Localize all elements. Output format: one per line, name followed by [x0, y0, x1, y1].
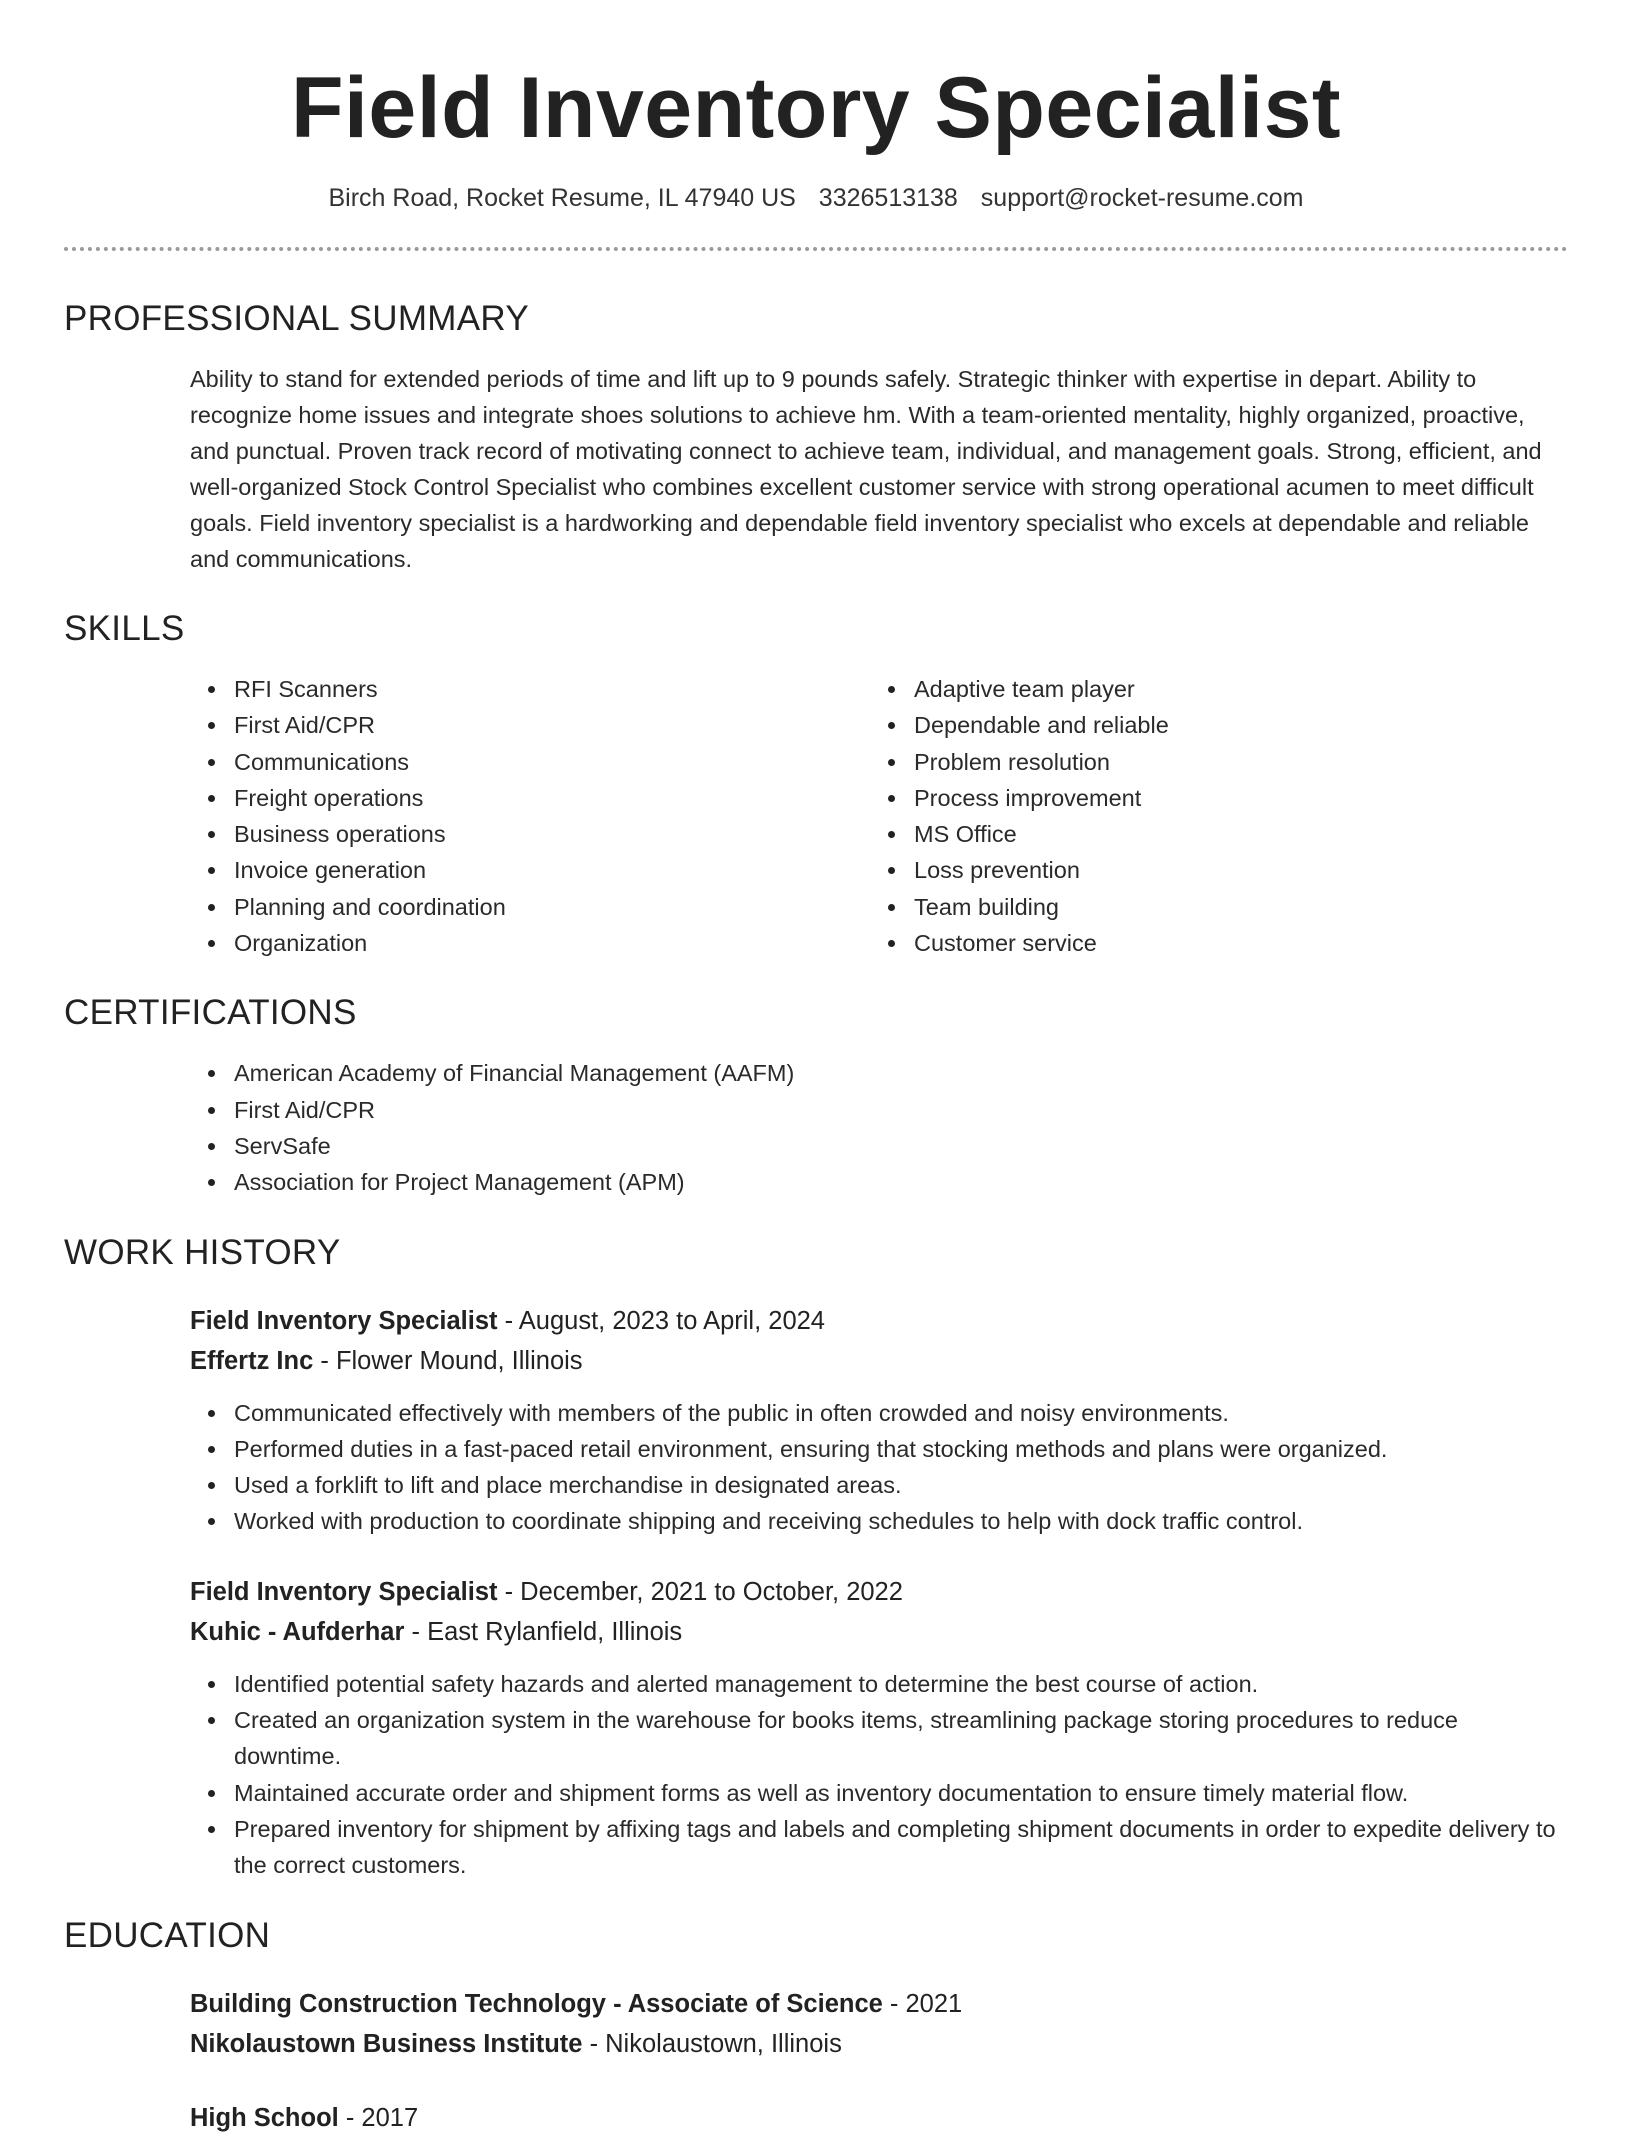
certification-item: American Academy of Financial Management (AAFM): [190, 1055, 1568, 1091]
contact-line: [64, 184, 1568, 213]
job-role-line: [190, 1301, 1568, 1341]
summary-text: Ability to stand for extended periods of time and lift up to 9 pounds safely. Strategic thinker with expertise in depart. Ability to recognize home issues and integrate shoes solutions to achieve hm. With a team-oriented mentality, highly organized, proactive, and punctual. Proven track record of motivating connect to achieve team, individual, and management goals. Strong, efficient, and well-organized Stock Control Specialist who combines excellent customer service with strong operational acumen to meet difficult goals. Field inventory specialist is a hardworking and dependable field inventory specialist who excels at dependable and reliable and communications.: [190, 366, 1542, 572]
job-dates: - December, 2021 to October, 2022: [497, 1577, 903, 1606]
header-divider: [64, 247, 1568, 251]
education-school-line: [190, 2024, 1568, 2064]
job-bullet: Used a forklift to lift and place merchandise in designated areas.: [190, 1467, 1568, 1503]
skill-item: RFI Scanners: [190, 671, 870, 707]
job-role: Field Inventory Specialist: [190, 1306, 498, 1335]
job-bullets: [190, 1666, 1568, 1884]
education-title: EDUCATION: [64, 1915, 271, 1955]
certifications-section: [64, 993, 1568, 1200]
certification-item: Association for Project Management (APM): [190, 1164, 1568, 1200]
skills-section: [64, 609, 1568, 961]
job-entry: [190, 1572, 1568, 1884]
skill-item: Loss prevention: [870, 852, 1550, 888]
skill-item: Customer service: [870, 925, 1550, 961]
education-year: - 2017: [338, 2103, 419, 2132]
skill-item: Problem resolution: [870, 744, 1550, 780]
job-bullet: Identified potential safety hazards and alerted management to determine the best course of action.: [190, 1666, 1568, 1702]
certification-item: First Aid/CPR: [190, 1092, 1568, 1128]
skill-item: Team building: [870, 889, 1550, 925]
skills-title: SKILLS: [64, 609, 185, 648]
job-role-line: [190, 1572, 1568, 1612]
work-history-section: [64, 1233, 1568, 1884]
candidate-name: Field Inventory Specialist: [290, 60, 1342, 156]
job-bullet: Created an organization system in the warehouse for books items, streamlining package storing procedures to reduce downtime.: [190, 1702, 1568, 1775]
job-company: Effertz Inc: [190, 1346, 314, 1375]
skill-item: Planning and coordination: [190, 889, 870, 925]
education-section: [64, 1916, 1568, 2138]
job-role: Field Inventory Specialist: [190, 1577, 498, 1606]
contact-phone: 3326513138: [818, 184, 958, 212]
education-entry: [190, 1984, 1568, 2064]
job-dates: - August, 2023 to April, 2024: [497, 1306, 825, 1335]
skill-item: Communications: [190, 744, 870, 780]
education-degree-line: [190, 2098, 1568, 2138]
education-school: Nikolaustown Business Institute: [190, 2029, 583, 2058]
job-bullet: Communicated effectively with members of the public in often crowded and noisy environments.: [190, 1395, 1568, 1431]
job-entry: [190, 1301, 1568, 1540]
skills-columns: [190, 671, 1568, 961]
job-company-line: [190, 1341, 1568, 1381]
skill-item: Adaptive team player: [870, 671, 1550, 707]
job-location: - Flower Mound, Illinois: [313, 1346, 583, 1375]
education-degree: High School: [190, 2103, 339, 2132]
skills-left-list: [190, 671, 870, 961]
certifications-title: CERTIFICATIONS: [64, 993, 357, 1033]
skill-item: Process improvement: [870, 780, 1550, 816]
certification-item: ServSafe: [190, 1128, 1568, 1164]
contact-email: support@rocket-resume.com: [980, 184, 1304, 212]
skill-item: Invoice generation: [190, 852, 870, 888]
summary-title: PROFESSIONAL SUMMARY: [64, 299, 529, 338]
skill-item: Business operations: [190, 816, 870, 852]
job-bullet: Prepared inventory for shipment by affixing tags and labels and completing shipment documents in order to expedite delivery to the correct customers.: [190, 1811, 1568, 1884]
job-bullet: Worked with production to coordinate shipping and receiving schedules to help with dock traffic control.: [190, 1503, 1568, 1539]
education-entry: [190, 2098, 1568, 2138]
work-history-title: WORK HISTORY: [64, 1232, 341, 1272]
education-year: - 2021: [882, 1989, 963, 2018]
job-bullet: Maintained accurate order and shipment forms as well as inventory documentation to ensure timely material flow.: [190, 1775, 1568, 1811]
education-degree: Building Construction Technology - Associate of Science: [190, 1989, 883, 2018]
contact-address: Birch Road, Rocket Resume, IL 47940 US: [328, 184, 796, 212]
job-company-line: [190, 1612, 1568, 1652]
skill-item: Freight operations: [190, 780, 870, 816]
job-bullets: [190, 1395, 1568, 1540]
summary-section: [64, 299, 1568, 577]
job-bullet: Performed duties in a fast-paced retail environment, ensuring that stocking methods and plans were organized.: [190, 1431, 1568, 1467]
certifications-list: [190, 1055, 1568, 1200]
skill-item: MS Office: [870, 816, 1550, 852]
education-location: - Nikolaustown, Illinois: [582, 2029, 842, 2058]
education-degree-line: [190, 1984, 1568, 2024]
skill-item: First Aid/CPR: [190, 707, 870, 743]
skill-item: Organization: [190, 925, 870, 961]
job-company: Kuhic - Aufderhar: [190, 1617, 405, 1646]
skills-right-list: [870, 671, 1550, 961]
skill-item: Dependable and reliable: [870, 707, 1550, 743]
job-location: - East Rylanfield, Illinois: [404, 1617, 683, 1646]
